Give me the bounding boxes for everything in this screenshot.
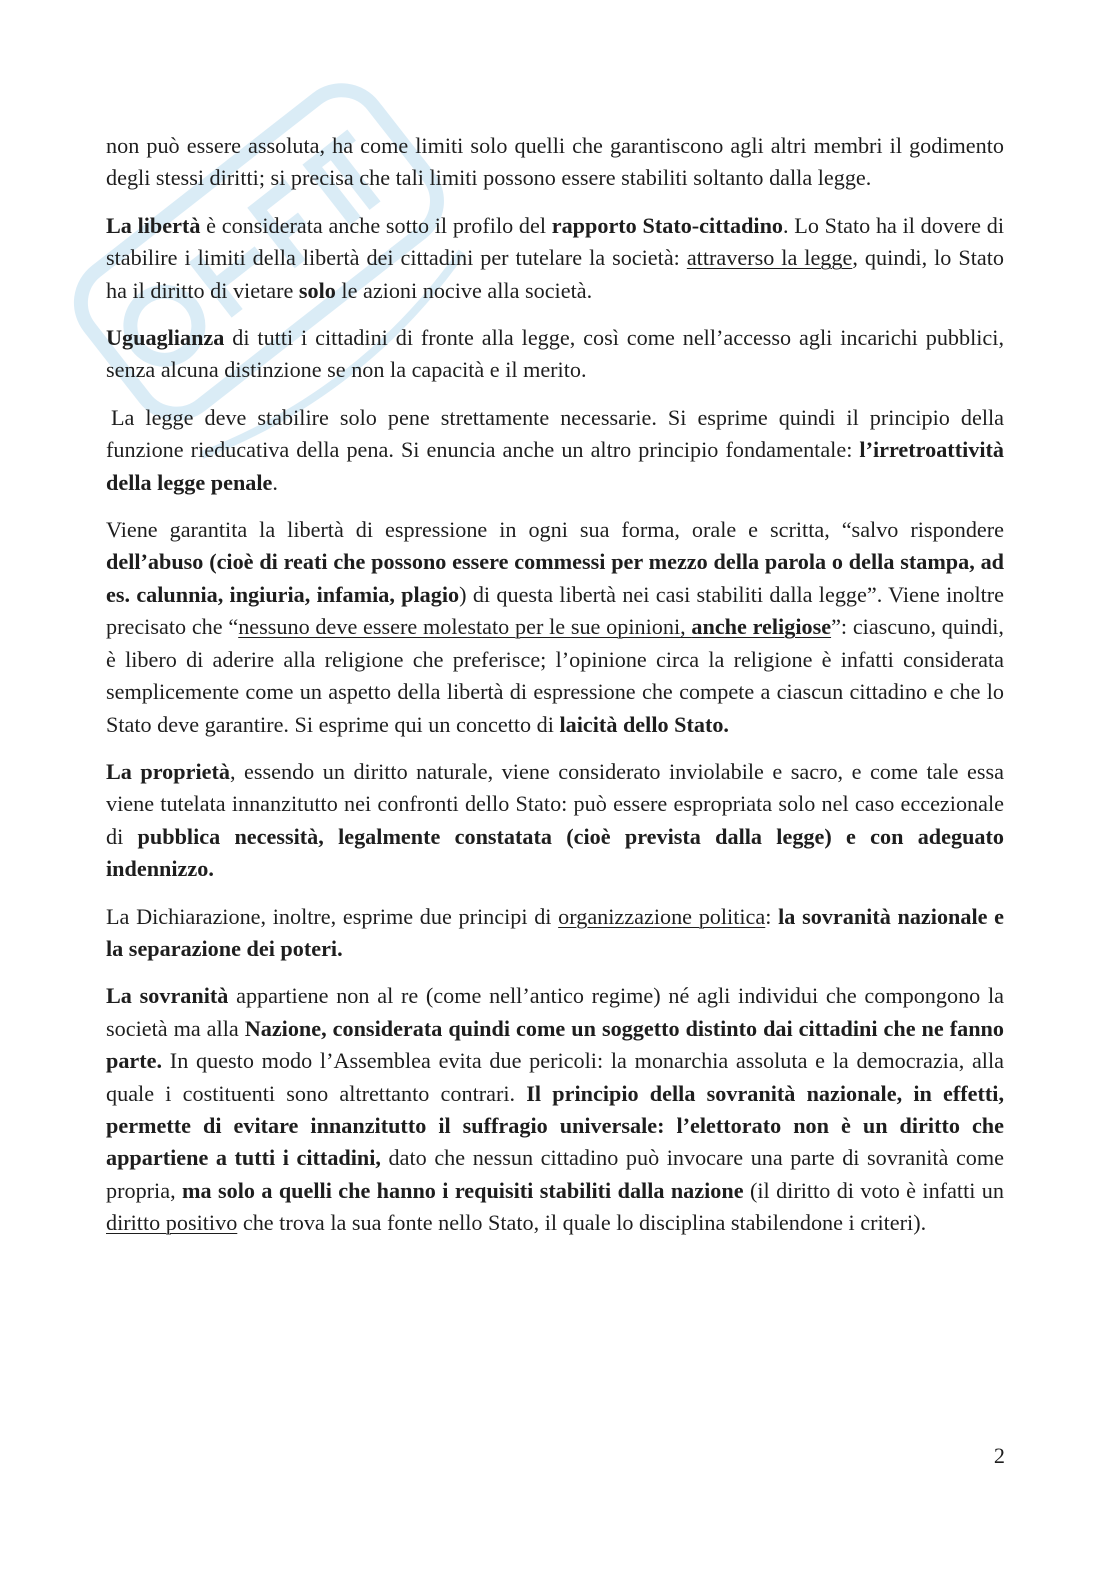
paragraph: [106, 322, 1004, 387]
bold-text: l’irretroattività della legge penale: [106, 437, 1004, 495]
document-body: [106, 130, 1004, 1255]
bold-text: laicità dello Stato.: [559, 711, 729, 737]
text-run: appartiene non al re (come nell’antico regime) né agli individui che compongono la società ma alla: [106, 983, 1004, 1041]
text-run: di tutti i cittadini di fronte alla legge, così come nell’accesso agli incarichi pubblici, senza alcuna distinzione se non la capacità e il merito.: [106, 325, 1004, 383]
bold-text: ma solo a quelli che hanno i requisiti stabiliti dalla nazione: [182, 1177, 744, 1203]
paragraph: [106, 402, 1004, 499]
paragraph: [106, 901, 1004, 966]
text-run: , essendo un diritto naturale, viene considerato inviolabile e sacro, e come tale essa viene tutelata innanzitutto nei confronti dello Stato: può essere espropriata solo nel caso eccezionale di: [106, 758, 1004, 849]
bold-text: La proprietà: [106, 758, 230, 784]
text-run: .: [272, 469, 278, 495]
text-run: che trova la sua fonte nello Stato, il quale lo disciplina stabilendone i criteri).: [237, 1210, 927, 1236]
bold-text: Nazione, considerata quindi come un soggetto distinto dai cittadini che ne fanno parte.: [106, 1015, 1004, 1074]
text-run: (il diritto di voto è infatti un: [743, 1177, 1004, 1203]
text-run: La legge deve stabilire solo pene strettamente necessarie. Si esprime quindi il principio della funzione rieducativa della pena. Si enuncia anche un altro principio fondamentale:: [106, 404, 1004, 463]
bold-text: pubblica necessità, legalmente constatata (cioè prevista dalla legge) e con adeguato indennizzo.: [106, 823, 1004, 882]
bold-text: Uguaglianza: [106, 325, 225, 351]
paragraph: [106, 980, 1004, 1239]
text-run: :: [765, 903, 779, 929]
underlined-text: [691, 614, 831, 639]
paragraph: [106, 514, 1004, 741]
text-run: è considerata anche sotto il profilo del: [200, 212, 552, 238]
bold-text: anche religiose: [691, 614, 832, 640]
text-run: dato che nessun cittadino può invocare una parte di sovranità come propria,: [106, 1145, 1005, 1203]
bold-text: La libertà: [106, 212, 201, 238]
text-run: le azioni nocive alla società.: [335, 277, 593, 303]
page-number: 2: [993, 1443, 1005, 1468]
underlined-text: nessuno deve essere molestato per le sue opinioni,: [238, 614, 692, 640]
paragraph: [106, 210, 1004, 307]
text-run: La Dichiarazione, inoltre, esprime due principi di: [106, 903, 559, 929]
text-run: , quindi, lo Stato ha il diritto di vietare: [106, 245, 1004, 303]
bold-text: La sovranità: [106, 983, 229, 1009]
bold-text: Il principio della sovranità nazionale, in effetti, permette di evitare innanzitutto il suffragio universale: l’elettorato non è un diritto che appartiene a tutti i cittadini,: [106, 1080, 1004, 1171]
paragraph: [106, 756, 1004, 886]
paragraph: [106, 130, 1004, 195]
underlined-text: organizzazione politica: [558, 903, 766, 929]
text-run: non può essere assoluta, ha come limiti solo quelli che garantiscono agli altri membri il godimento degli stessi diritti; si precisa che tali limiti possono essere stabiliti soltanto dalla legge.: [106, 133, 1004, 191]
bold-text: dell’abuso (cioè di reati che possono essere commessi per mezzo della parola o della stampa, ad es. calunnia, ingiuria, infamia, plagio: [106, 549, 1004, 607]
text-run: Viene garantita la libertà di espressione in ogni sua forma, orale e scritta, “salvo rispondere: [106, 517, 1004, 543]
text-run: ”: ciascuno, quindi, è libero di aderire alla religione che preferisce; l’opinione circa la religione è infatti considerata semplicemente come un aspetto della libertà di espressione che compete a ciascun cittadino e che lo Stato deve garantire. Si esprime qui un concetto di: [106, 614, 1004, 737]
text-run: In questo modo l’Assemblea evita due pericoli: la monarchia assoluta e la democrazia, alla quale i costituenti sono altrettanto contrari.: [106, 1048, 1004, 1106]
bold-text: solo: [298, 277, 336, 303]
bold-text: rapporto Stato-cittadino: [551, 212, 784, 238]
text-run: . Lo Stato ha il dovere di stabilire i limiti della libertà dei cittadini per tutelare la società:: [106, 212, 1004, 271]
underlined-text: attraverso la legge: [686, 245, 853, 271]
text-run: ) di questa libertà nei casi stabiliti dalla legge”. Viene inoltre precisato che “: [106, 581, 1005, 640]
bold-text: la sovranità nazionale e la separazione dei poteri.: [106, 903, 1005, 961]
underlined-text: diritto positivo: [106, 1210, 238, 1236]
